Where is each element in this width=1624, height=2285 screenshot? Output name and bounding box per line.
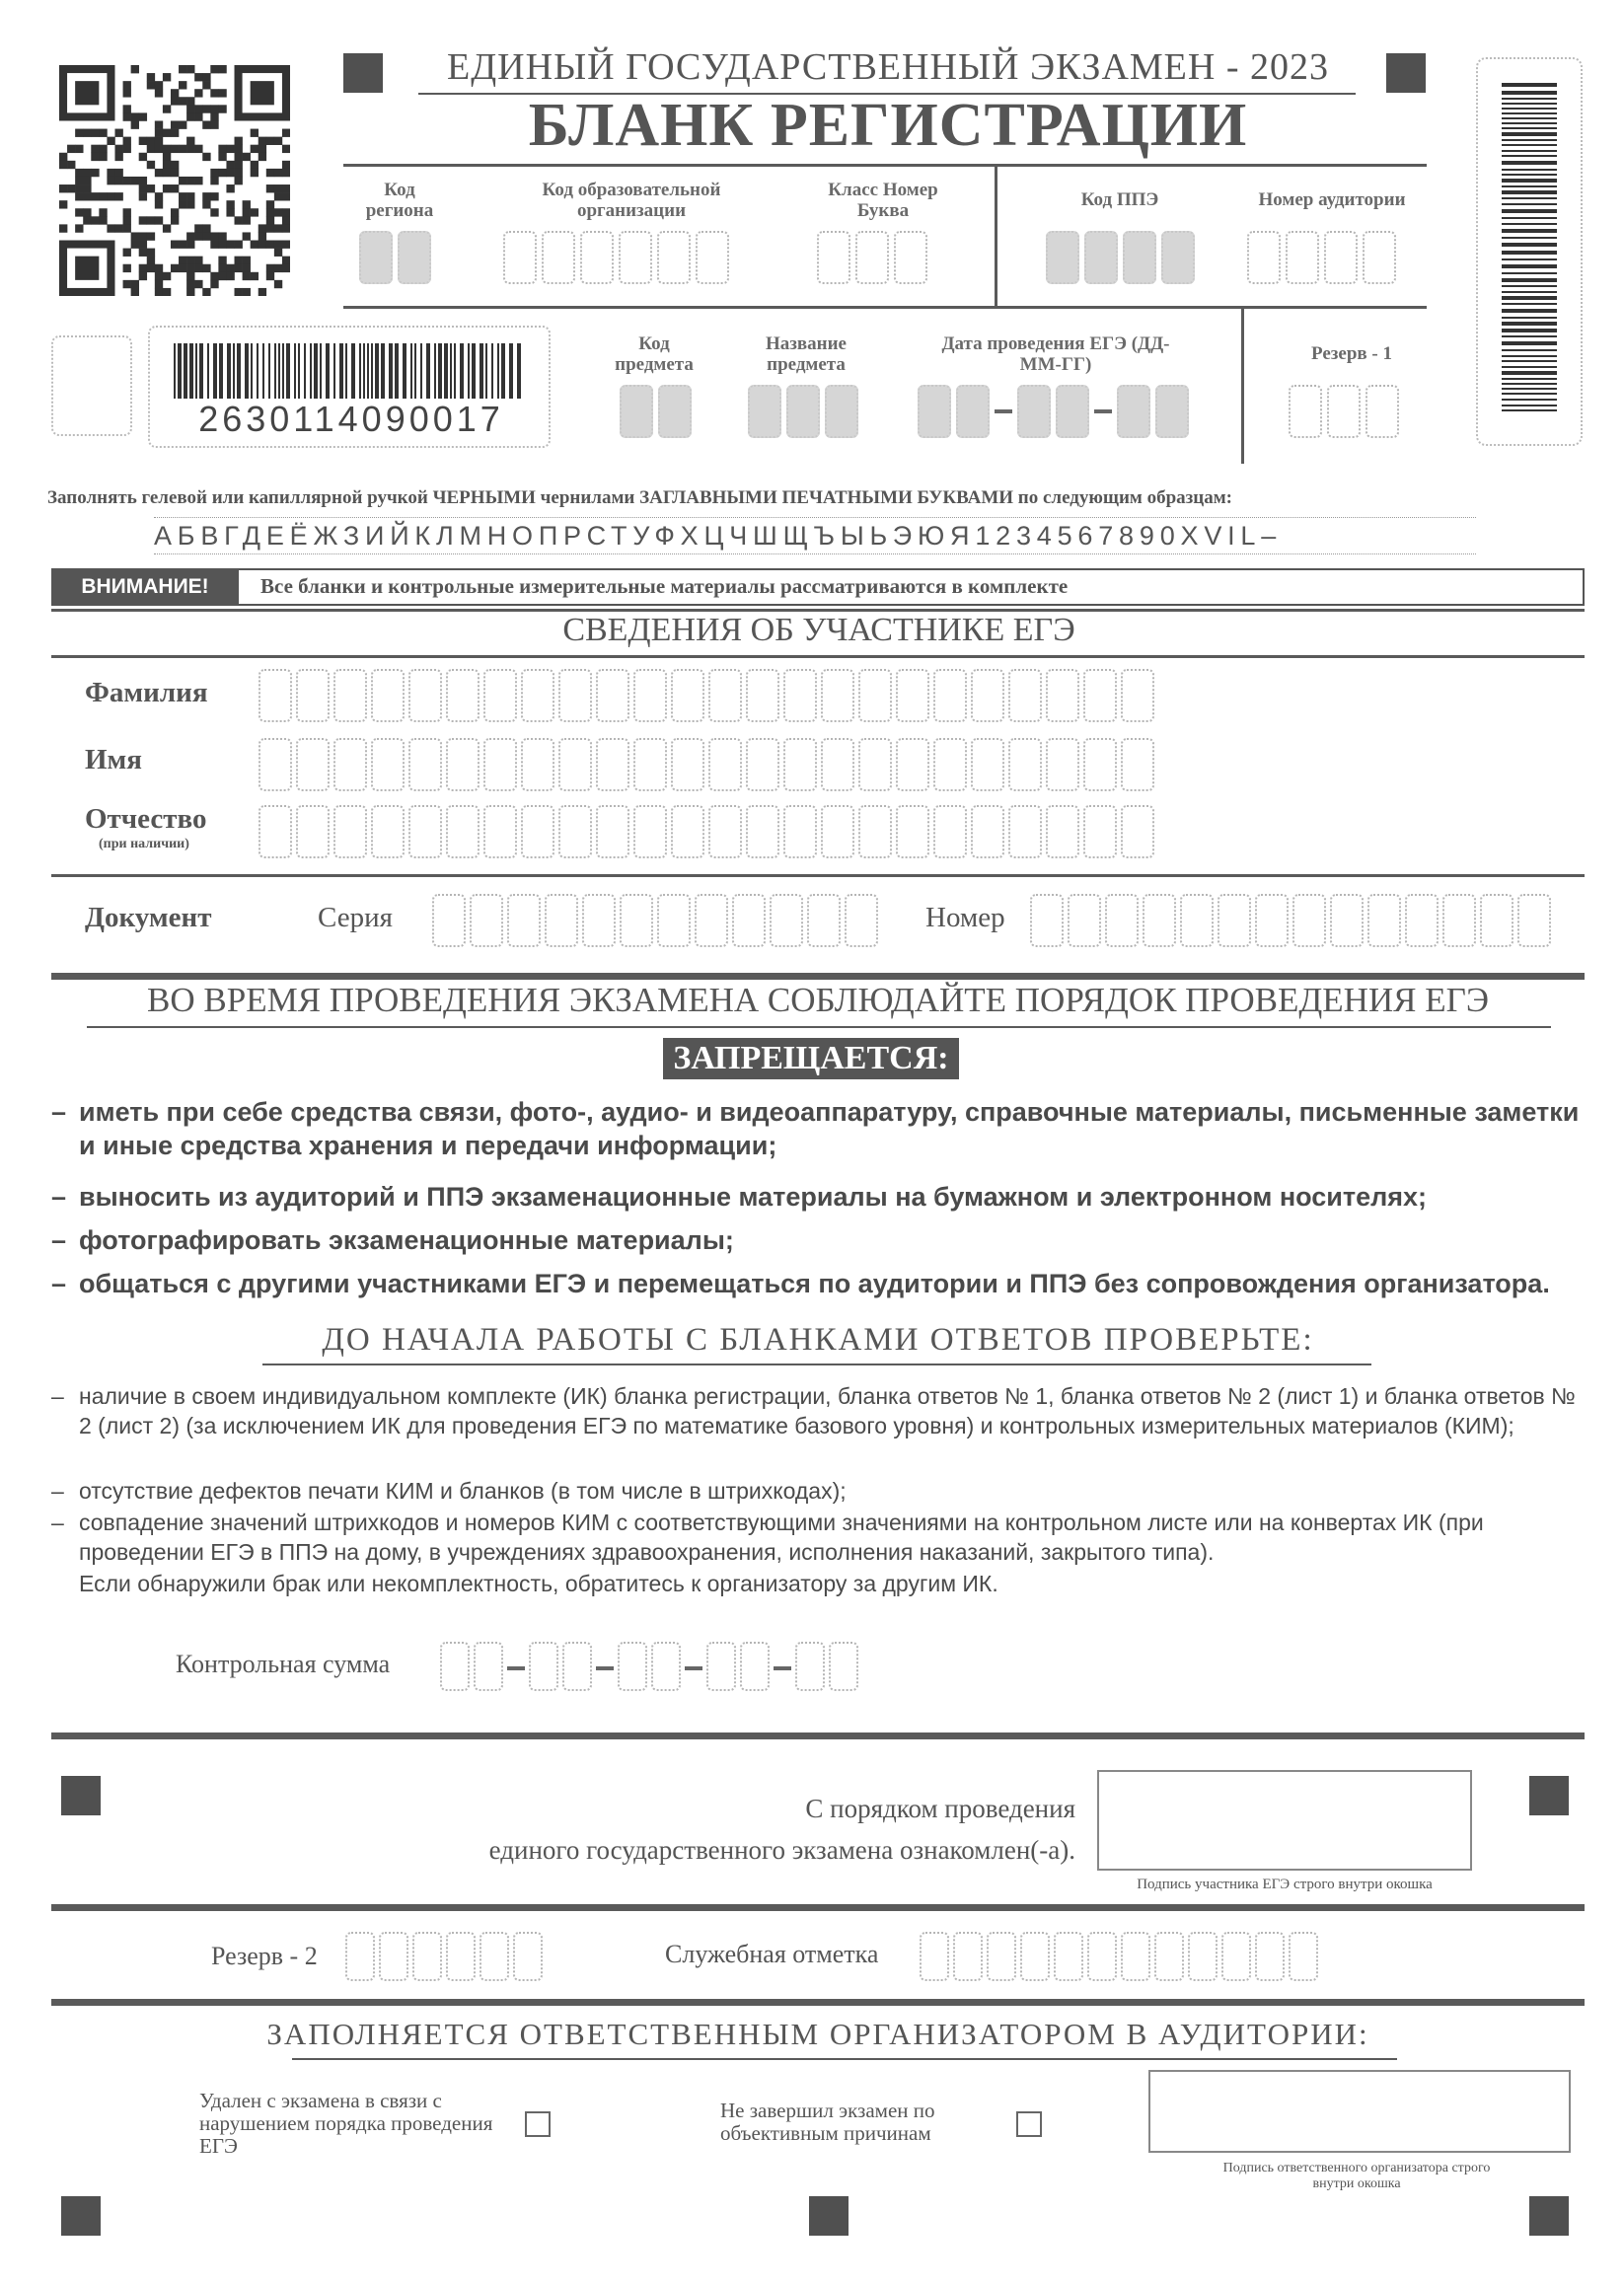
room-number-cells[interactable] (1247, 231, 1396, 284)
entry-cell[interactable] (333, 669, 367, 722)
attention-badge: ВНИМАНИЕ! (51, 568, 239, 606)
entry-cell[interactable] (770, 894, 803, 947)
org-code-label: Код образовательной организации (542, 180, 721, 221)
entry-cell[interactable] (1255, 894, 1289, 947)
exam-date-cells[interactable] (918, 385, 1189, 438)
barcode-number: 2630114090017 (198, 399, 504, 439)
org-code-cells[interactable] (503, 231, 729, 284)
entry-cell[interactable] (1030, 894, 1064, 947)
attention-text: Все бланки и контрольные измерительные материалы рассматриваются в комплекте (260, 574, 1069, 598)
entry-cell[interactable] (695, 894, 728, 947)
class-label: Класс Номер Буква (828, 180, 938, 221)
entry-cell[interactable] (446, 805, 480, 858)
entry-cell[interactable] (1255, 1932, 1285, 1981)
entry-cell[interactable] (708, 738, 742, 791)
entry-cell[interactable] (858, 805, 892, 858)
rules-top-line (51, 973, 1585, 980)
entry-cell[interactable] (470, 894, 503, 947)
entry-cell[interactable] (933, 738, 967, 791)
entry-cell[interactable] (371, 738, 405, 791)
header-divider (995, 166, 997, 308)
service-mark-label: Служебная отметка (665, 1940, 879, 1968)
entry-cell[interactable] (1083, 669, 1117, 722)
entry-cell[interactable] (258, 738, 292, 791)
entry-cell[interactable] (633, 805, 667, 858)
participant-signature-caption: Подпись участника ЕГЭ строго внутри окошка (1137, 1877, 1433, 1892)
entry-cell[interactable] (971, 805, 1004, 858)
entry-cell[interactable] (371, 805, 405, 858)
entry-cell[interactable] (258, 805, 292, 858)
entry-cell[interactable] (746, 738, 779, 791)
registration-marker-bottom-right (1529, 2196, 1569, 2236)
surname-label: Фамилия (85, 677, 208, 708)
entry-cell[interactable] (746, 805, 779, 858)
entry-cell[interactable] (1480, 894, 1513, 947)
region-code-cells[interactable] (359, 231, 431, 284)
reserve1-label: Резерв - 1 (1310, 343, 1392, 364)
entry-cell[interactable] (783, 738, 817, 791)
entry-cell[interactable] (933, 669, 967, 722)
entry-cell[interactable] (987, 1932, 1016, 1981)
entry-cell[interactable] (1046, 669, 1079, 722)
forbidden-item: – фотографировать экзаменационные материалы; (51, 1225, 734, 1255)
entry-cell[interactable] (858, 669, 892, 722)
entry-cell[interactable] (1188, 1932, 1218, 1981)
checksum-cells[interactable] (440, 1642, 858, 1691)
entry-cell[interactable] (521, 669, 554, 722)
surname-cells[interactable] (258, 669, 1154, 722)
name-cells[interactable] (258, 738, 1154, 791)
entry-cell[interactable] (1289, 1932, 1318, 1981)
entry-cell[interactable] (596, 805, 629, 858)
forbidden-item: – иметь при себе средства связи, фото-, аудио- и видеоаппаратуру, справочные материалы, письменные заметки и иные средства хранения и передачи информации; (51, 1097, 1580, 1160)
entry-cell[interactable] (1083, 738, 1117, 791)
patronymic-note: (при наличии) (99, 837, 189, 851)
entry-cell[interactable] (746, 669, 779, 722)
entry-cell[interactable] (821, 669, 854, 722)
exam-date-label: Дата проведения ЕГЭ (ДД-ММ-ГГ) (941, 333, 1170, 375)
entry-cell[interactable] (821, 738, 854, 791)
entry-cell[interactable] (545, 894, 578, 947)
not-finished-checkbox[interactable] (1016, 2111, 1042, 2137)
forbidden-item: – выносить из аудиторий и ППЭ экзаменационные материалы на бумажном и электронном носителях; (51, 1182, 1428, 1212)
entry-cell[interactable] (521, 738, 554, 791)
entry-cell[interactable] (558, 738, 592, 791)
entry-cell[interactable] (507, 894, 541, 947)
entry-cell[interactable] (933, 805, 967, 858)
entry-cell[interactable] (296, 738, 330, 791)
rules-title-underline (87, 1026, 1551, 1028)
entry-cell[interactable] (1143, 894, 1176, 947)
entry-cell[interactable] (1008, 805, 1042, 858)
reserve2-top-line (51, 1904, 1585, 1911)
entry-cell[interactable] (1054, 1932, 1083, 1981)
entry-cell[interactable] (953, 1932, 983, 1981)
entry-cell[interactable] (1121, 1932, 1150, 1981)
removed-label: Удален с экзамена в связи с нарушением порядка проведения ЕГЭ (199, 2089, 493, 2158)
entry-cell[interactable] (1405, 894, 1439, 947)
entry-cell[interactable] (1367, 894, 1401, 947)
entry-cell[interactable] (1221, 1932, 1251, 1981)
exam-title: ЕДИНЫЙ ГОСУДАРСТВЕННЫЙ ЭКЗАМЕН - 2023 (447, 46, 1329, 88)
registration-marker-top-right (1386, 53, 1426, 93)
entry-cell[interactable] (1180, 894, 1214, 947)
sample-characters: АБВГДЕЁЖЗИЙКЛМНОПРСТУФХЦЧШЩЪЫЬЭЮЯ1234567890XVIL– (154, 517, 1476, 554)
entry-cell[interactable] (858, 738, 892, 791)
check-item: – наличие в своем индивидуальном комплекте (ИК) бланка регистрации, бланка ответов № 1, бланка ответов № 2 (лист 1) и бланка ответов № 2 (лист 2) (за исключением ИК для проведения ЕГЭ по математике базового уровня) и контрольных измерительных материалов (КИМ); (51, 1383, 1576, 1438)
entry-cell[interactable] (483, 738, 517, 791)
entry-cell[interactable] (1154, 1932, 1184, 1981)
not-finished-label: Не завершил экзамен по объективным причинам (720, 2099, 935, 2145)
entry-cell[interactable] (708, 669, 742, 722)
number-label: Номер (925, 902, 1005, 933)
entry-cell[interactable] (971, 669, 1004, 722)
organizer-section-title: ЗАПОЛНЯЕТСЯ ОТВЕТСТВЕННЫМ ОРГАНИЗАТОРОМ В АУДИТОРИИ: (266, 2017, 1369, 2051)
entry-cell[interactable] (558, 669, 592, 722)
entry-cell[interactable] (620, 894, 653, 947)
document-top-line (51, 874, 1585, 877)
removed-checkbox[interactable] (525, 2111, 551, 2137)
entry-cell[interactable] (333, 805, 367, 858)
subject-code-cells[interactable] (620, 385, 692, 438)
form-title: БЛАНК РЕГИСТРАЦИИ (528, 92, 1248, 159)
entry-cell[interactable] (1292, 894, 1326, 947)
entry-cell[interactable] (671, 669, 704, 722)
organizer-signature-box[interactable] (1148, 2070, 1571, 2153)
entry-cell[interactable] (671, 738, 704, 791)
entry-cell[interactable] (896, 805, 929, 858)
entry-cell[interactable] (1121, 669, 1154, 722)
entry-cell[interactable] (1121, 738, 1154, 791)
region-code-label: Код региона (365, 180, 434, 221)
entry-cell[interactable] (483, 805, 517, 858)
entry-cell[interactable] (1218, 894, 1251, 947)
entry-cell[interactable] (1046, 738, 1079, 791)
entry-cell[interactable] (1068, 894, 1101, 947)
entry-cell[interactable] (408, 738, 442, 791)
acknowledgement-line1: С порядком проведения (805, 1794, 1075, 1823)
entry-cell[interactable] (408, 805, 442, 858)
entry-cell[interactable] (1046, 805, 1079, 858)
entry-cell[interactable] (371, 669, 405, 722)
rules-section-title: ВО ВРЕМЯ ПРОВЕДЕНИЯ ЭКЗАМЕНА СОБЛЮДАЙТЕ ПОРЯДОК ПРОВЕДЕНИЯ ЕГЭ (147, 981, 1489, 1019)
participant-signature-box[interactable] (1097, 1770, 1472, 1871)
entry-cell[interactable] (596, 669, 629, 722)
entry-cell[interactable] (807, 894, 841, 947)
entry-cell[interactable] (1517, 894, 1551, 947)
entry-cell[interactable] (971, 738, 1004, 791)
entry-cell[interactable] (920, 1932, 949, 1981)
reserve1-cells[interactable] (1289, 385, 1399, 438)
participant-title-line (51, 655, 1585, 658)
acknowledgement-line2: единого государственного экзамена ознакомлен(-а). (488, 1835, 1075, 1865)
room-number-label: Номер аудитории (1258, 189, 1406, 210)
entry-cell[interactable] (1442, 894, 1476, 947)
series-label: Серия (318, 902, 393, 933)
entry-cell[interactable] (296, 669, 330, 722)
entry-cell[interactable] (333, 738, 367, 791)
entry-cell[interactable] (783, 669, 817, 722)
entry-cell[interactable] (446, 669, 480, 722)
check-title-underline (262, 1364, 1371, 1365)
entry-cell[interactable] (1330, 894, 1364, 947)
entry-cell[interactable] (432, 894, 466, 947)
entry-cell[interactable] (483, 669, 517, 722)
entry-cell[interactable] (1087, 1932, 1117, 1981)
ppe-code-label: Код ППЭ (1080, 189, 1159, 210)
check-item: – совпадение значений штрихкодов и номеров КИМ с соответствующими значениями на контрольном листе или на конвертах ИК (при проведении ЕГЭ в ППЭ на дому, в учреждениях здравоохранения, исполнения наказаний, закрытого типа). (51, 1510, 1484, 1565)
entry-cell[interactable] (845, 894, 878, 947)
reserve2-cells[interactable] (345, 1932, 543, 1981)
reserve2-label: Резерв - 2 (211, 1942, 318, 1970)
entry-cell[interactable] (633, 738, 667, 791)
subject-code-label: Код предмета (615, 333, 694, 375)
ppe-code-cells[interactable] (1046, 231, 1195, 284)
entry-cell[interactable] (1020, 1932, 1050, 1981)
entry-cell[interactable] (558, 805, 592, 858)
name-label: Имя (85, 744, 142, 775)
entry-cell[interactable] (1105, 894, 1139, 947)
class-cells[interactable] (817, 231, 927, 284)
registration-marker-top-left (343, 53, 383, 93)
organizer-signature-caption: Подпись ответственного организатора строго внутри окошка (1222, 2161, 1491, 2191)
fill-rule-text: Заполнять гелевой или капиллярной ручкой ЧЕРНЫМИ чернилами ЗАГЛАВНЫМИ ПЕЧАТНЫМИ БУКВАМИ по следующим образцам: (47, 487, 1233, 508)
registration-marker-mid-right (1529, 1776, 1569, 1815)
entry-cell[interactable] (633, 669, 667, 722)
entry-cell[interactable] (446, 738, 480, 791)
vertical-barcode-frame (1476, 57, 1583, 446)
entry-cell[interactable] (258, 669, 292, 722)
registration-marker-bottom-center (809, 2196, 849, 2236)
entry-cell[interactable] (1121, 805, 1154, 858)
entry-cell[interactable] (408, 669, 442, 722)
patronymic-label: Отчество (85, 803, 207, 835)
registration-marker-mid-left (61, 1776, 101, 1815)
service-mark-cells[interactable] (920, 1932, 1318, 1981)
entry-cell[interactable] (657, 894, 691, 947)
check-section-title: ДО НАЧАЛА РАБОТЫ С БЛАНКАМИ ОТВЕТОВ ПРОВЕРЬТЕ: (322, 1322, 1314, 1358)
document-label: Документ (85, 902, 212, 933)
entry-cell[interactable] (732, 894, 766, 947)
organizer-top-line (51, 1999, 1585, 2006)
entry-cell[interactable] (1008, 669, 1042, 722)
blank-dotted-box (51, 335, 132, 436)
organizer-title-underline (292, 2058, 1397, 2060)
subject-name-cells[interactable] (748, 385, 858, 438)
entry-cell[interactable] (783, 805, 817, 858)
qr-code (59, 65, 290, 296)
entry-cell[interactable] (1083, 805, 1117, 858)
entry-cell[interactable] (582, 894, 616, 947)
header-line-1 (343, 164, 1427, 167)
entry-cell[interactable] (896, 669, 929, 722)
header-line-2 (343, 306, 1427, 309)
entry-cell[interactable] (671, 805, 704, 858)
forbidden-title: ЗАПРЕЩАЕТСЯ: (663, 1038, 959, 1079)
entry-cell[interactable] (521, 805, 554, 858)
subject-name-label: Название предмета (765, 333, 847, 375)
entry-cell[interactable] (821, 805, 854, 858)
forbidden-item: – общаться с другими участниками ЕГЭ и перемещаться по аудитории и ППЭ без сопровождения организатора. (51, 1269, 1550, 1298)
patronymic-cells[interactable] (258, 805, 1154, 858)
entry-cell[interactable] (708, 805, 742, 858)
entry-cell[interactable] (596, 738, 629, 791)
entry-cell[interactable] (296, 805, 330, 858)
check-item: – отсутствие дефектов печати КИМ и бланков (в том числе в штрихкодах); (51, 1478, 847, 1504)
document-series-cells[interactable] (432, 894, 878, 947)
checksum-label: Контрольная сумма (176, 1650, 391, 1678)
defect-note: Если обнаружили брак или некомплектность, обратитесь к организатору за другим ИК. (79, 1571, 998, 1596)
horizontal-barcode-frame (148, 326, 551, 448)
document-number-cells[interactable] (1030, 894, 1551, 947)
reserve-divider (1241, 308, 1244, 464)
entry-cell[interactable] (896, 738, 929, 791)
entry-cell[interactable] (1008, 738, 1042, 791)
acknowledgement-top-line (51, 1732, 1585, 1739)
participant-section-title: СВЕДЕНИЯ ОБ УЧАСТНИКЕ ЕГЭ (562, 612, 1075, 648)
registration-marker-bottom-left (61, 2196, 101, 2236)
